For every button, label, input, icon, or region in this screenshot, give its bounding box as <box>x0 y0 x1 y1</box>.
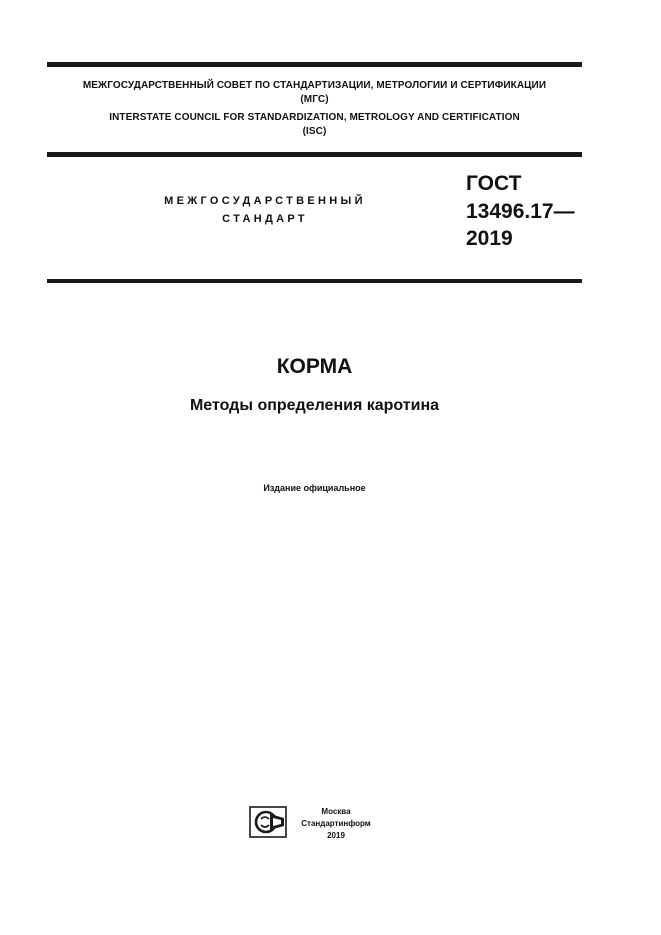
council-name-ru-line1: МЕЖГОСУДАРСТВЕННЫЙ СОВЕТ ПО СТАНДАРТИЗАЦИИ, МЕТРОЛОГИИ И СЕРТИФИКАЦИИ <box>82 80 547 91</box>
standard-kind-line2: СТАНДАРТ <box>222 213 308 225</box>
council-name-en-line1: INTERSTATE COUNCIL FOR STANDARDIZATION, METROLOGY AND CERTIFICATION <box>109 112 520 123</box>
council-name-ru <box>47 79 582 107</box>
gost-number: 13496.17— <box>466 200 575 223</box>
gost-year: 2019 <box>466 227 513 250</box>
standard-kind-line1: МЕЖГОСУДАРСТВЕННЫЙ <box>164 195 366 207</box>
bottom-rule <box>47 279 582 283</box>
document-subtitle: Методы определения каротина <box>189 397 440 414</box>
publisher-block <box>294 806 378 842</box>
top-rule <box>47 62 582 67</box>
standartinform-logo-icon <box>249 806 287 838</box>
gost-prefix: ГОСТ <box>466 172 522 195</box>
publisher-city: Москва <box>321 807 351 816</box>
council-abbr-ru: (МГС) <box>300 94 329 105</box>
council-name-en <box>47 111 582 139</box>
publisher-name: Стандартинформ <box>301 819 371 828</box>
publisher-year: 2019 <box>327 831 345 840</box>
council-abbr-en: (ISC) <box>302 126 327 137</box>
middle-rule <box>47 152 582 157</box>
document-title: КОРМА <box>276 355 353 378</box>
edition-label: Издание официальное <box>263 483 366 493</box>
